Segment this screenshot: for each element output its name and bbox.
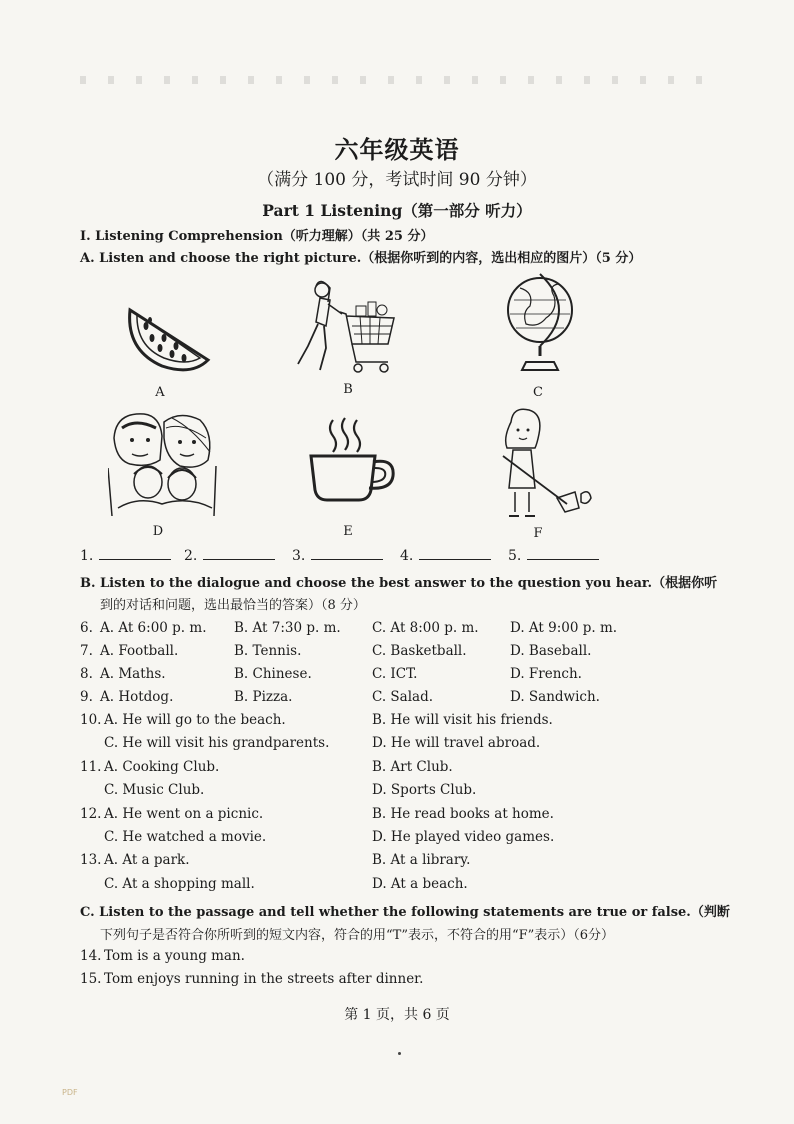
option-a[interactable]: A. Cooking Club.	[104, 759, 220, 775]
statement-text: Tom enjoys running in the streets after dinner.	[104, 971, 424, 987]
answer-blank-1[interactable]: 1.	[80, 547, 171, 564]
option-c[interactable]: C. He will visit his grandparents.	[104, 735, 330, 751]
picture-label-d: D	[152, 524, 164, 539]
watermelon-slice-icon	[122, 290, 212, 380]
option-b[interactable]: B. He will visit his friends.	[372, 712, 553, 728]
section-B-heading-cont: 到的对话和问题，选出最恰当的答案）（8 分）	[100, 598, 366, 613]
question-8: 8. A. Maths. B. Chinese. C. ICT. D. French.	[80, 666, 582, 682]
option-b[interactable]: B. Chinese.	[234, 666, 312, 682]
option-b[interactable]: B. Art Club.	[372, 759, 453, 775]
globe-icon	[500, 270, 580, 378]
option-c[interactable]: C. Music Club.	[104, 782, 205, 798]
option-b[interactable]: B. At 7:30 p. m.	[234, 620, 341, 636]
option-a[interactable]: A. Maths.	[100, 666, 166, 682]
option-d[interactable]: D. He will travel abroad.	[372, 735, 541, 751]
section-A-heading: A. Listen and choose the right picture.（根据你听到的内容，选出相应的图片）（5 分）	[80, 251, 642, 266]
option-a[interactable]: A. Hotdog.	[100, 689, 174, 705]
woman-shopping-cart-icon	[290, 278, 400, 378]
page-subtitle: （满分 100 分，考试时间 90 分钟）	[257, 170, 537, 190]
girl-sweeping-icon	[495, 408, 595, 520]
option-c[interactable]: C. He watched a movie.	[104, 829, 267, 845]
option-a[interactable]: A. Football.	[100, 643, 179, 659]
page-title: 六年级英语	[334, 135, 460, 164]
hot-cup-icon	[305, 416, 400, 506]
statement-15: 15. Tom enjoys running in the streets after dinner.	[80, 971, 424, 987]
question-9: 9. A. Hotdog. B. Pizza. C. Salad. D. Sandwich.	[80, 689, 600, 705]
part-heading: Part 1 Listening（第一部分 听力）	[262, 201, 532, 220]
picture-label-e: E	[343, 524, 353, 539]
option-c[interactable]: C. At a shopping mall.	[104, 876, 255, 892]
question-10-cont	[80, 735, 680, 755]
option-d[interactable]: D. Sports Club.	[372, 782, 477, 798]
section-B-heading: B. Listen to the dialogue and choose the best answer to the question you hear.（根据你听	[80, 576, 718, 591]
option-b[interactable]: B. Tennis.	[234, 643, 302, 659]
question-11-cont	[80, 782, 680, 802]
option-d[interactable]: D. Sandwich.	[510, 689, 600, 705]
question-12: 12. A. He went on a picnic. B. He read books at home.	[80, 806, 554, 822]
option-b[interactable]: B. Pizza.	[234, 689, 293, 705]
picture-label-c: C	[533, 385, 543, 400]
statement-text: Tom is a young man.	[104, 948, 245, 964]
family-portrait-icon	[108, 408, 218, 518]
question-13-cont	[80, 876, 680, 896]
option-a[interactable]: A. He will go to the beach.	[104, 712, 286, 728]
question-13: 13. A. At a park. B. At a library.	[80, 852, 471, 868]
picture-label-a: A	[155, 385, 165, 400]
section-I-heading: I. Listening Comprehension（听力理解）（共 25 分）	[80, 229, 434, 244]
section-C-heading-cont: 下列句子是否符合你所听到的短文内容，符合的用“T”表示，不符合的用“F”表示）（6分）	[100, 928, 615, 943]
option-a[interactable]: A. At 6:00 p. m.	[100, 620, 207, 636]
page-number: 第 1 页，共 6 页	[344, 1007, 450, 1023]
scan-dot	[398, 1052, 401, 1055]
option-a[interactable]: A. He went on a picnic.	[104, 806, 264, 822]
option-d[interactable]: D. French.	[510, 666, 582, 682]
option-d[interactable]: D. At 9:00 p. m.	[510, 620, 618, 636]
statement-14: 14. Tom is a young man.	[80, 948, 245, 964]
option-c[interactable]: C. ICT.	[372, 666, 418, 682]
option-b[interactable]: B. He read books at home.	[372, 806, 554, 822]
option-a[interactable]: A. At a park.	[104, 852, 190, 868]
scan-watermark: PDF	[62, 1088, 78, 1097]
option-c[interactable]: C. At 8:00 p. m.	[372, 620, 479, 636]
picture-label-b: B	[343, 382, 353, 397]
question-10: 10. A. He will go to the beach. B. He will visit his friends.	[80, 712, 553, 728]
option-c[interactable]: C. Salad.	[372, 689, 434, 705]
answer-blank-5[interactable]: 5.	[508, 547, 599, 564]
option-c[interactable]: C. Basketball.	[372, 643, 467, 659]
option-d[interactable]: D. Baseball.	[510, 643, 592, 659]
question-12-cont	[80, 829, 680, 849]
scan-artifact-line	[80, 76, 720, 84]
option-d[interactable]: D. At a beach.	[372, 876, 468, 892]
question-11: 11. A. Cooking Club. B. Art Club.	[80, 759, 453, 775]
answer-blank-4[interactable]: 4.	[400, 547, 491, 564]
option-d[interactable]: D. He played video games.	[372, 829, 555, 845]
question-7: 7. A. Football. B. Tennis. C. Basketball. D. Baseball.	[80, 643, 592, 659]
answer-blank-2[interactable]: 2.	[184, 547, 275, 564]
section-C-heading: C. Listen to the passage and tell whether the following statements are true or false.（判断	[80, 905, 730, 920]
option-b[interactable]: B. At a library.	[372, 852, 471, 868]
picture-label-f: F	[533, 526, 543, 541]
question-6: 6. A. At 6:00 p. m. B. At 7:30 p. m. C. At 8:00 p. m. D. At 9:00 p. m.	[80, 620, 618, 636]
answer-blank-3[interactable]: 3.	[292, 547, 383, 564]
